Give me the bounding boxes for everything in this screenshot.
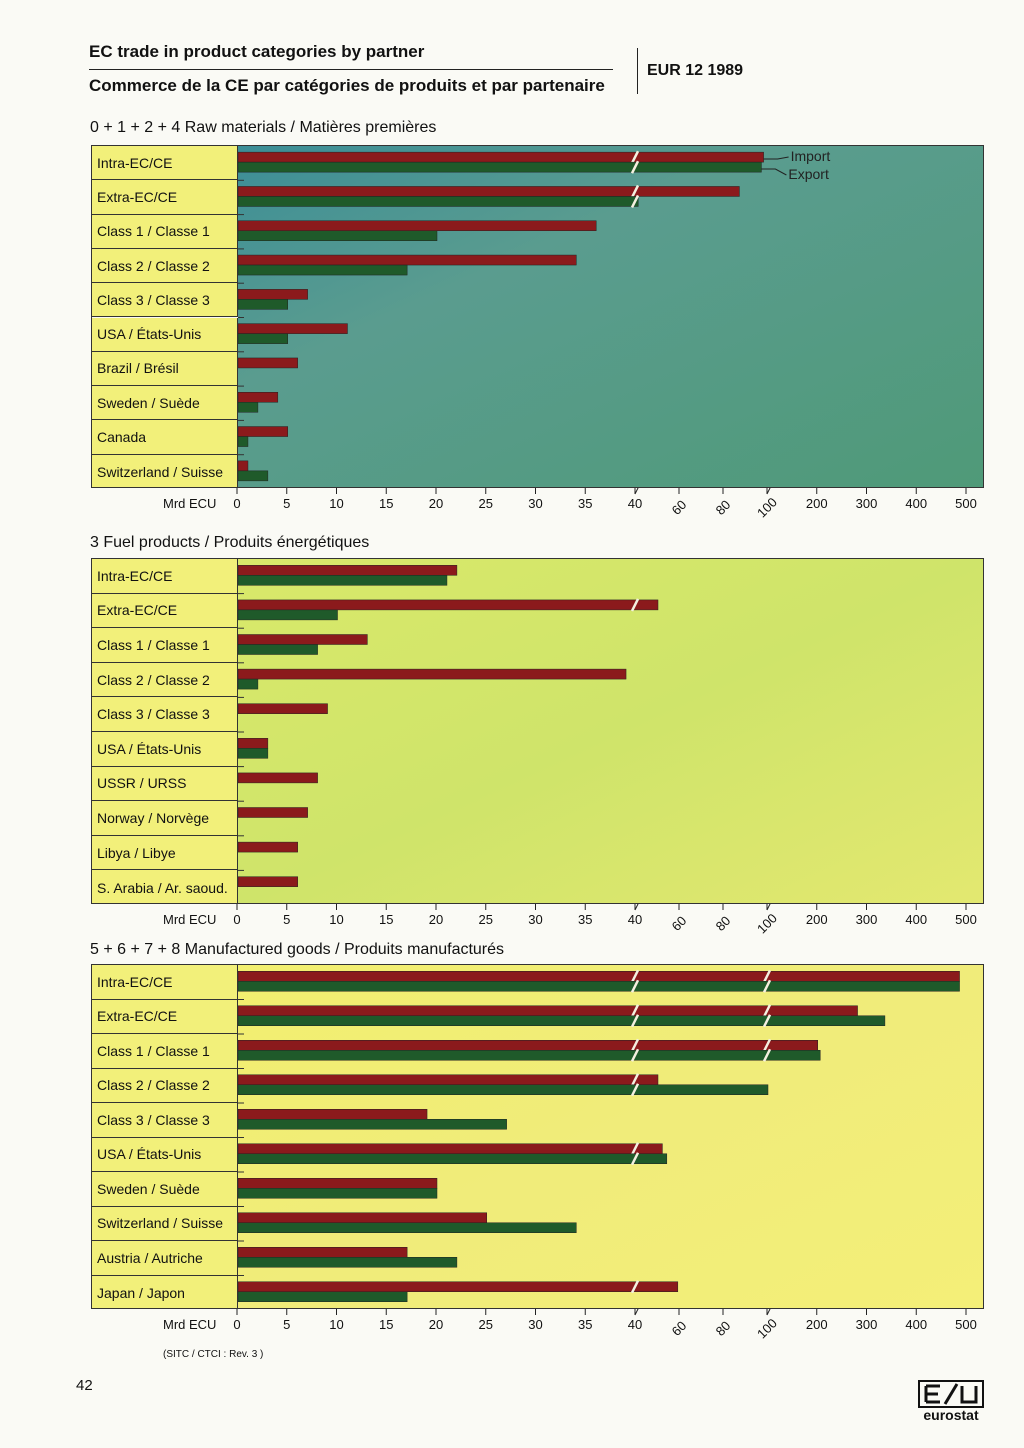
bar-import-class-1-classe-1	[238, 635, 367, 645]
bar-import-brazil-bresil	[238, 358, 298, 368]
row-label-austria-autriche: Austria / Autriche	[92, 1241, 238, 1276]
bar-export-class-2-classe-2	[238, 265, 407, 275]
tick-label: 30	[528, 496, 543, 511]
sitc-note: (SITC / CTCI : Rev. 3 )	[163, 1349, 264, 1360]
tick-label: 100	[754, 910, 780, 937]
bar-export-extra-ec-ce	[238, 196, 638, 206]
bar-import-intra-ec-ce	[238, 152, 764, 162]
tick-label: 10	[329, 912, 344, 927]
bar-export-japan-japon	[238, 1292, 407, 1302]
axis-break-mark	[767, 488, 773, 494]
row-label-usa-etats-unis: USA / États-Unis	[92, 732, 238, 767]
row-label-class-2-classe-2: Class 2 / Classe 2	[92, 663, 238, 698]
eurostat-logo	[918, 1380, 984, 1422]
row-label-sweden-suede: Sweden / Suède	[92, 386, 238, 420]
tick-label: 25	[478, 496, 493, 511]
header-title-fr: Commerce de la CE par catégories de produits et par partenaire	[89, 76, 605, 95]
chart-title-fuel: 3 Fuel products / Produits énergétiques	[90, 534, 370, 551]
tick-label: 35	[578, 1317, 593, 1332]
tick-label: 0	[233, 496, 241, 511]
header-title-en: EC trade in product categories by partner	[89, 42, 425, 61]
tick-label: 15	[379, 912, 394, 927]
bar-export-class-1-classe-1	[238, 645, 318, 655]
tick-label: 30	[528, 912, 543, 927]
bar-import-canada	[238, 427, 288, 437]
tick-label: 5	[283, 496, 291, 511]
row-label-brazil-bresil: Brazil / Brésil	[92, 352, 238, 386]
bar-export-extra-ec-ce	[238, 610, 338, 620]
row-label-intra-ec-ce: Intra-EC/CE	[92, 559, 238, 594]
row-label-extra-ec-ce: Extra-EC/CE	[92, 1000, 238, 1035]
bar-import-class-1-classe-1	[238, 1040, 818, 1050]
bar-export-usa-etats-unis	[238, 334, 288, 344]
row-label-canada: Canada	[92, 420, 238, 454]
tick-label: 200	[805, 912, 828, 927]
bar-export-intra-ec-ce	[238, 981, 960, 991]
x-axis-fuel	[91, 904, 1011, 937]
axis-break-mark	[635, 904, 641, 910]
tick-label: 15	[379, 1317, 394, 1332]
bar-import-japan-japon	[238, 1282, 678, 1292]
eurostat-logo-text: eurostat	[923, 1407, 979, 1422]
legend-import: Import	[790, 148, 831, 164]
row-label-switzerland-suisse: Switzerland / Suisse	[92, 455, 238, 488]
tick-label: 80	[712, 1318, 734, 1339]
row-label-class-2-classe-2: Class 2 / Classe 2	[92, 1069, 238, 1104]
tick-label: 400	[905, 1317, 928, 1332]
row-label-usa-etats-unis: USA / États-Unis	[92, 1138, 238, 1173]
tick-label: 25	[478, 912, 493, 927]
row-label-class-2-classe-2: Class 2 / Classe 2	[92, 249, 238, 283]
row-label-japan-japon: Japan / Japon	[92, 1276, 238, 1310]
row-label-intra-ec-ce: Intra-EC/CE	[92, 965, 238, 1000]
row-label-class-3-classe-3: Class 3 / Classe 3	[92, 1103, 238, 1138]
chart-title-manufactured: 5 + 6 + 7 + 8 Manufactured goods / Produits manufacturés	[90, 941, 505, 958]
bar-export-class-1-classe-1	[238, 231, 437, 241]
tick-label: 0	[233, 1317, 241, 1332]
tick-label: 500	[955, 1317, 977, 1332]
bar-import-class-2-classe-2	[238, 255, 576, 265]
chart-panel-raw-materials	[91, 145, 984, 488]
bar-import-class-3-classe-3	[238, 704, 328, 714]
tick-label: 10	[329, 1317, 344, 1332]
x-axis-manufactured	[91, 1309, 1011, 1342]
row-label-extra-ec-ce: Extra-EC/CE	[92, 180, 238, 214]
bar-export-class-3-classe-3	[238, 299, 288, 309]
tick-label: 40	[627, 1317, 643, 1332]
tick-label: 400	[905, 496, 928, 511]
tick-label: 200	[805, 1317, 828, 1332]
bar-export-switzerland-suisse	[238, 1223, 576, 1233]
bar-import-usa-etats-unis	[238, 1144, 662, 1154]
bar-import-intra-ec-ce	[238, 565, 457, 575]
tick-label: 80	[712, 913, 734, 934]
tick-label: 20	[428, 912, 444, 927]
header-ref: EUR 12 1989	[647, 62, 744, 79]
axis-break-mark	[635, 488, 641, 494]
row-label-norway-norvege: Norway / Norvège	[92, 801, 238, 836]
bar-export-sweden-suede	[238, 1188, 437, 1198]
tick-label: 10	[329, 496, 344, 511]
x-axis-raw-materials	[91, 488, 1011, 521]
bar-export-class-2-classe-2	[238, 1085, 768, 1095]
legend-export: Export	[788, 166, 829, 182]
bar-import-austria-autriche	[238, 1247, 407, 1257]
tick-label: 300	[855, 1317, 878, 1332]
bar-import-sweden-suede	[238, 1178, 437, 1188]
bar-import-extra-ec-ce	[238, 186, 739, 196]
bar-import-class-1-classe-1	[238, 221, 596, 231]
tick-label: 40	[627, 496, 643, 511]
bar-import-switzerland-suisse	[238, 1213, 487, 1223]
tick-label: 400	[905, 912, 928, 927]
bar-export-class-3-classe-3	[238, 1119, 507, 1129]
row-label-class-3-classe-3: Class 3 / Classe 3	[92, 283, 238, 317]
bar-import-switzerland-suisse	[238, 461, 248, 471]
bar-import-ussr-urss	[238, 773, 318, 783]
tick-label: 35	[578, 912, 593, 927]
tick-label: 15	[379, 496, 394, 511]
bar-export-sweden-suede	[238, 402, 258, 412]
axis-break-mark	[767, 1309, 773, 1315]
chart-panel-manufactured	[91, 964, 984, 1309]
axis-title: Mrd ECU	[163, 496, 217, 511]
axis-title: Mrd ECU	[163, 912, 217, 927]
row-label-sweden-suede: Sweden / Suède	[92, 1172, 238, 1207]
page-number: 42	[76, 1377, 93, 1394]
chart-panel-fuel	[91, 558, 984, 904]
bar-export-class-2-classe-2	[238, 679, 258, 689]
row-label-class-3-classe-3: Class 3 / Classe 3	[92, 697, 238, 732]
tick-label: 60	[668, 1318, 690, 1339]
tick-label: 300	[855, 912, 878, 927]
bar-export-class-1-classe-1	[238, 1050, 820, 1060]
bar-import-class-3-classe-3	[238, 289, 308, 299]
tick-label: 0	[233, 912, 241, 927]
tick-label: 500	[955, 912, 977, 927]
row-label-ussr-urss: USSR / URSS	[92, 767, 238, 802]
tick-label: 60	[668, 913, 690, 934]
bar-import-norway-norvege	[238, 808, 308, 818]
axis-break-mark	[635, 1309, 641, 1315]
bar-import-usa-etats-unis	[238, 324, 347, 334]
tick-label: 20	[428, 1317, 444, 1332]
bar-import-extra-ec-ce	[238, 600, 658, 610]
row-label-extra-ec-ce: Extra-EC/CE	[92, 594, 238, 629]
bar-export-switzerland-suisse	[238, 471, 268, 481]
row-label-switzerland-suisse: Switzerland / Suisse	[92, 1207, 238, 1242]
chart-title-raw-materials: 0 + 1 + 2 + 4 Raw materials / Matières premières	[90, 119, 437, 136]
bar-import-s-arabia-ar-saoud	[238, 877, 298, 887]
bar-import-sweden-suede	[238, 392, 278, 402]
tick-label: 100	[754, 1315, 780, 1342]
bar-export-usa-etats-unis	[238, 748, 268, 758]
tick-label: 500	[955, 496, 977, 511]
row-label-class-1-classe-1: Class 1 / Classe 1	[92, 215, 238, 249]
row-label-usa-etats-unis: USA / États-Unis	[92, 318, 238, 352]
tick-label: 35	[578, 496, 593, 511]
tick-label: 80	[712, 497, 734, 518]
bar-import-class-2-classe-2	[238, 1075, 658, 1085]
bar-export-canada	[238, 437, 248, 447]
axis-title: Mrd ECU	[163, 1317, 217, 1332]
row-label-s-arabia-ar-saoud: S. Arabia / Ar. saoud.	[92, 870, 238, 904]
bar-export-usa-etats-unis	[238, 1154, 667, 1164]
tick-label: 5	[283, 912, 291, 927]
row-label-intra-ec-ce: Intra-EC/CE	[92, 146, 238, 180]
tick-label: 100	[754, 494, 780, 521]
bar-export-intra-ec-ce	[238, 575, 447, 585]
bar-export-austria-autriche	[238, 1257, 457, 1267]
tick-label: 40	[627, 912, 643, 927]
tick-label: 25	[478, 1317, 493, 1332]
tick-label: 30	[528, 1317, 543, 1332]
tick-label: 20	[428, 496, 444, 511]
tick-label: 300	[855, 496, 878, 511]
bar-export-intra-ec-ce	[238, 162, 761, 172]
tick-label: 5	[283, 1317, 291, 1332]
row-label-libya-libye: Libya / Libye	[92, 836, 238, 871]
row-label-class-1-classe-1: Class 1 / Classe 1	[92, 1034, 238, 1069]
bar-import-class-3-classe-3	[238, 1109, 427, 1119]
header-divider	[637, 48, 638, 94]
bar-import-intra-ec-ce	[238, 971, 960, 981]
axis-break-mark	[767, 904, 773, 910]
header-rule	[89, 69, 613, 70]
bar-export-extra-ec-ce	[238, 1016, 885, 1026]
tick-label: 60	[668, 497, 690, 518]
tick-label: 200	[805, 496, 828, 511]
row-label-class-1-classe-1: Class 1 / Classe 1	[92, 628, 238, 663]
plot-background	[238, 559, 984, 904]
bar-import-libya-libye	[238, 842, 298, 852]
bar-import-usa-etats-unis	[238, 738, 268, 748]
bar-import-class-2-classe-2	[238, 669, 626, 679]
